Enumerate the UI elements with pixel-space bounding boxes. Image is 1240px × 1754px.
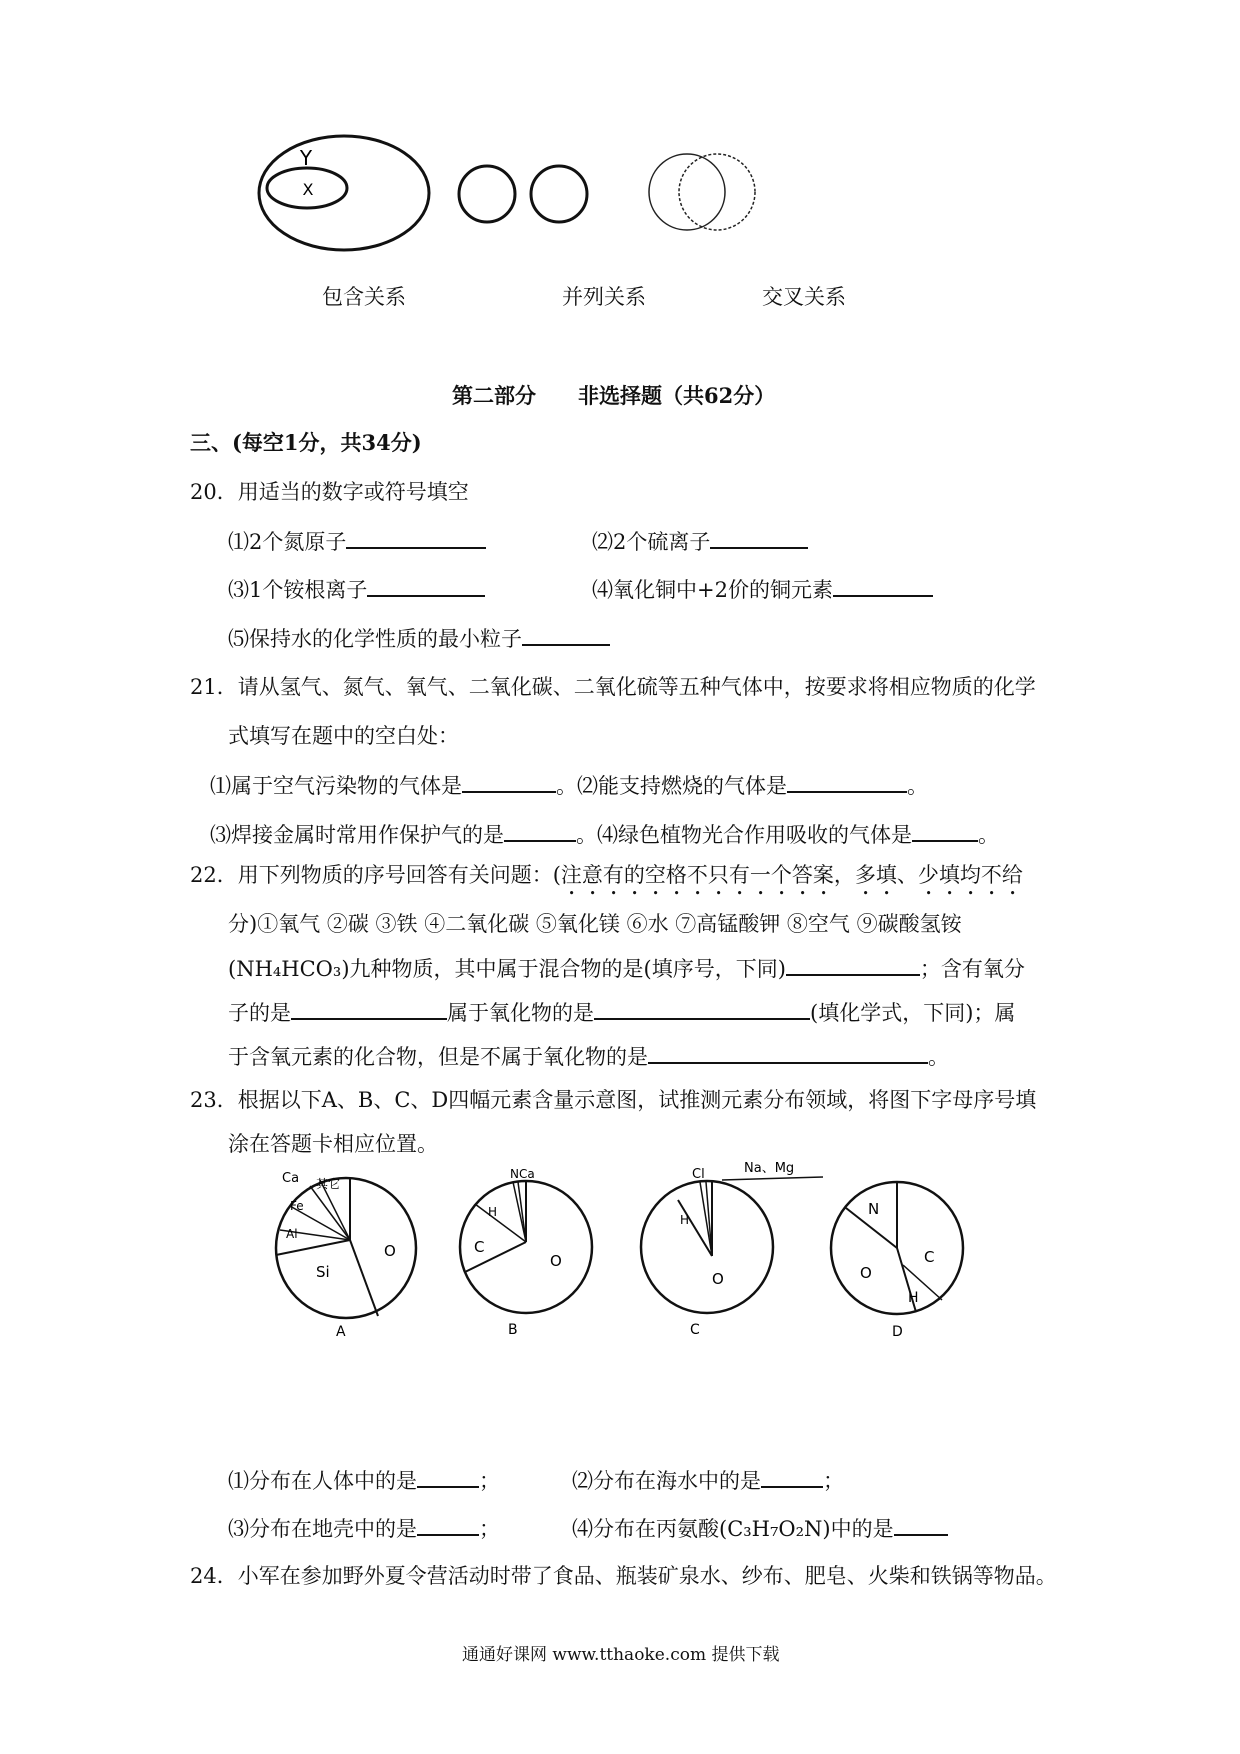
answer-blank[interactable] (522, 622, 610, 646)
pie-a-label-ca: Ca (282, 1171, 300, 1186)
element-pie-charts (260, 1160, 1020, 1340)
pie-b-label-c: C (474, 1238, 485, 1256)
pie-d-label-c: C (924, 1248, 935, 1266)
answer-blank[interactable] (648, 1040, 928, 1064)
q20-item-1: ⑴2个氮原子 (228, 525, 486, 556)
answer-blank[interactable] (367, 573, 485, 597)
q23-answer-3: ⑶分布在地壳中的是 ； (228, 1512, 500, 1543)
q21-line1: ⑴属于空气污染物的气体是 。⑵能支持燃烧的气体是 。 (210, 769, 928, 800)
q22-line4: 子的是 属于氧化物的是 (填化学式，下同)；属 (228, 996, 1015, 1027)
answer-blank[interactable] (291, 996, 447, 1020)
q23-answer-1: ⑴分布在人体中的是 ； (228, 1464, 500, 1495)
q21-stem-line1: 21．请从氢气、氮气、氧气、二氧化碳、二氧化硫等五种气体中，按要求将相应物质的化学 (190, 675, 1036, 699)
answer-blank[interactable] (710, 525, 808, 549)
pie-c-label-cl: Cl (692, 1167, 705, 1182)
pie-a-letter: A (336, 1324, 346, 1340)
pie-a-label-fe: Fe (290, 1199, 304, 1213)
pie-c-label-na-mg: Na、Mg (744, 1161, 795, 1176)
pie-b-label-nca: NCa (510, 1167, 535, 1181)
answer-blank[interactable] (504, 818, 576, 842)
answer-blank[interactable] (833, 573, 933, 597)
q23-stem-line2: 涂在答题卡相应位置。 (228, 1132, 438, 1156)
q20-item-2: ⑵2个硫离子 (592, 525, 808, 556)
answer-blank[interactable] (417, 1512, 479, 1536)
intersect-diagram (649, 154, 755, 230)
q22-line2: 分)①氧气 ②碳 ③铁 ④二氧化碳 ⑤氧化镁 ⑥水 ⑦高锰酸钾 ⑧空气 ⑨碳酸氢铵 (228, 912, 962, 936)
part2-title: 第二部分 非选择题（共62分） (452, 383, 776, 408)
q22-line5: 于含氧元素的化合物，但是不属于氧化物的是 。 (228, 1040, 949, 1071)
containment-diagram (259, 136, 429, 250)
answer-blank[interactable] (346, 525, 486, 549)
pie-d-label-h: H (908, 1290, 919, 1306)
pie-c-label-h: H (680, 1213, 690, 1227)
pie-b-label-h: H (488, 1205, 498, 1219)
answer-blank[interactable] (912, 818, 978, 842)
outer-label: Y (299, 146, 313, 170)
pie-b-label-o: O (550, 1252, 562, 1270)
parallel-diagram (459, 166, 587, 222)
q20-stem: 20．用适当的数字或符号填空 (190, 480, 469, 504)
answer-blank[interactable] (462, 769, 556, 793)
pie-a-label-o: O (384, 1242, 396, 1260)
q20-item-5: ⑸保持水的化学性质的最小粒子 (228, 622, 610, 653)
inner-label: X (302, 180, 314, 199)
answer-blank[interactable] (417, 1464, 479, 1488)
pie-c (641, 1161, 823, 1338)
pie-d-letter: D (892, 1324, 903, 1340)
answer-blank[interactable] (787, 769, 907, 793)
page-footer: 通通好课网 www.tthaoke.com 提供下载 (462, 1645, 780, 1665)
q23-answer-2: ⑵分布在海水中的是 ； (572, 1464, 844, 1495)
q22-line1: 22．用下列物质的序号回答有关问题：(注意有的空格不只有一个答案，多填、少填均不给 (190, 863, 1023, 887)
containment-caption: 包含关系 (322, 285, 406, 309)
answer-blank[interactable] (894, 1512, 948, 1536)
pie-a-label-si: Si (316, 1263, 330, 1281)
pie-a (276, 1171, 416, 1340)
q24-stem: 24．小军在参加野外夏令营活动时带了食品、瓶装矿泉水、纱布、肥皂、火柴和铁锅等物品。 (190, 1564, 1057, 1588)
q20-item-3: ⑶1个铵根离子 (228, 573, 485, 604)
pie-d-label-n: N (868, 1200, 880, 1218)
q21-line2: ⑶焊接金属时常用作保护气的是 。⑷绿色植物光合作用吸收的气体是 。 (210, 818, 999, 849)
intersect-caption: 交叉关系 (762, 285, 846, 309)
q22-line3: (NH₄HCO₃)九种物质，其中属于混合物的是(填序号，下同) ；含有氧分 (228, 952, 1025, 983)
answer-blank[interactable] (786, 952, 920, 976)
answer-blank[interactable] (594, 996, 810, 1020)
pie-c-label-o: O (712, 1270, 724, 1288)
section3-heading: 三、(每空1分，共34分) (190, 430, 422, 455)
q20-item-4: ⑷氧化铜中+2价的铜元素 (592, 573, 933, 604)
parallel-caption: 并列关系 (562, 285, 646, 309)
pie-b-letter: B (508, 1322, 518, 1338)
q23-answer-4: ⑷分布在丙氨酸(C₃H₇O₂N)中的是 (572, 1512, 948, 1543)
pie-a-label-other: 其它 (316, 1177, 341, 1191)
pie-c-letter: C (690, 1322, 700, 1338)
q21-stem-line2: 式填写在题中的空白处： (228, 724, 459, 748)
q23-stem-line1: 23．根据以下A、B、C、D四幅元素含量示意图，试推测元素分布领域，将图下字母序号填 (190, 1088, 1037, 1112)
pie-d (831, 1182, 963, 1340)
pie-a-label-al: Al (286, 1227, 298, 1241)
pie-d-label-o: O (860, 1264, 872, 1282)
pie-b (460, 1167, 592, 1338)
answer-blank[interactable] (761, 1464, 823, 1488)
